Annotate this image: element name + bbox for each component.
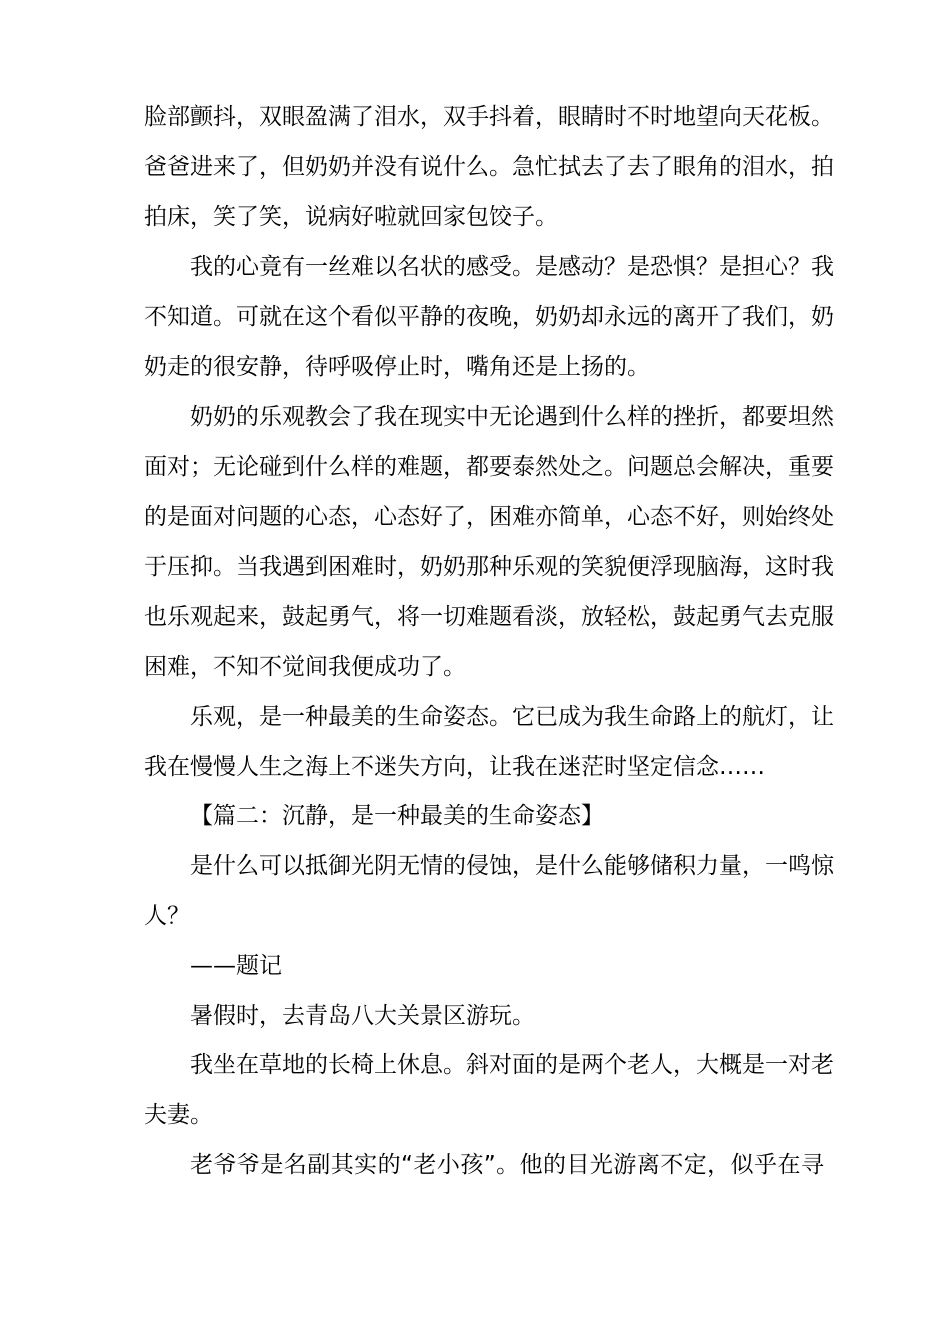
paragraph-first-line: 是什么可以抵御光阴无情的侵蚀，是什么能够储积力量，一鸣惊: [190, 853, 834, 879]
paragraph-first-line: 奶奶的乐观教会了我在现实中无论遇到什么样的挫折，都要坦然: [190, 404, 834, 430]
text-line: 爸爸进来了，但奶奶并没有说什么。急忙拭去了去了眼角的泪水，拍: [144, 154, 834, 180]
paragraph-first-line: 暑假时，去青岛八大关景区游玩。: [190, 1003, 535, 1029]
text-line: 困难，不知不觉间我便成功了。: [144, 654, 466, 680]
paragraph-first-line: 乐观，是一种最美的生命姿态。它已成为我生命路上的航灯，让: [190, 704, 834, 730]
text-line: 我在慢慢人生之海上不迷失方向，让我在迷茫时坚定信念……: [144, 754, 765, 780]
text-line: 拍床，笑了笑，说病好啦就回家包饺子。: [144, 204, 558, 230]
section-heading: 【篇二：沉静，是一种最美的生命姿态】: [190, 803, 604, 829]
text-line: 奶走的很安静，待呼吸停止时，嘴角还是上扬的。: [144, 354, 650, 380]
text-line: 夫妻。: [144, 1102, 213, 1128]
text-line: 也乐观起来，鼓起勇气，将一切难题看淡，放轻松，鼓起勇气去克服: [144, 604, 834, 630]
paragraph-first-line: 我的心竟有一丝难以名状的感受。是感动？是恐惧？是担心？我: [190, 254, 834, 280]
text-line: 的是面对问题的心态，心态好了，困难亦简单，心态不好，则始终处: [144, 504, 834, 530]
text-line: 于压抑。当我遇到困难时，奶奶那种乐观的笑貌便浮现脑海，这时我: [144, 554, 834, 580]
text-line: 脸部颤抖，双眼盈满了泪水，双手抖着，眼睛时不时地望向天花板。: [144, 104, 834, 130]
paragraph-first-line: 老爷爷是名副其实的“老小孩”。他的目光游离不定，似乎在寻: [190, 1152, 824, 1178]
epigraph-attribution: ——题记: [190, 953, 282, 979]
paragraph-first-line: 我坐在草地的长椅上休息。斜对面的是两个老人，大概是一对老: [190, 1052, 834, 1078]
text-line: 不知道。可就在这个看似平静的夜晚，奶奶却永远的离开了我们，奶: [144, 304, 834, 330]
text-line: 面对；无论碰到什么样的难题，都要泰然处之。问题总会解决，重要: [144, 454, 834, 480]
text-line: 人？: [144, 903, 190, 929]
